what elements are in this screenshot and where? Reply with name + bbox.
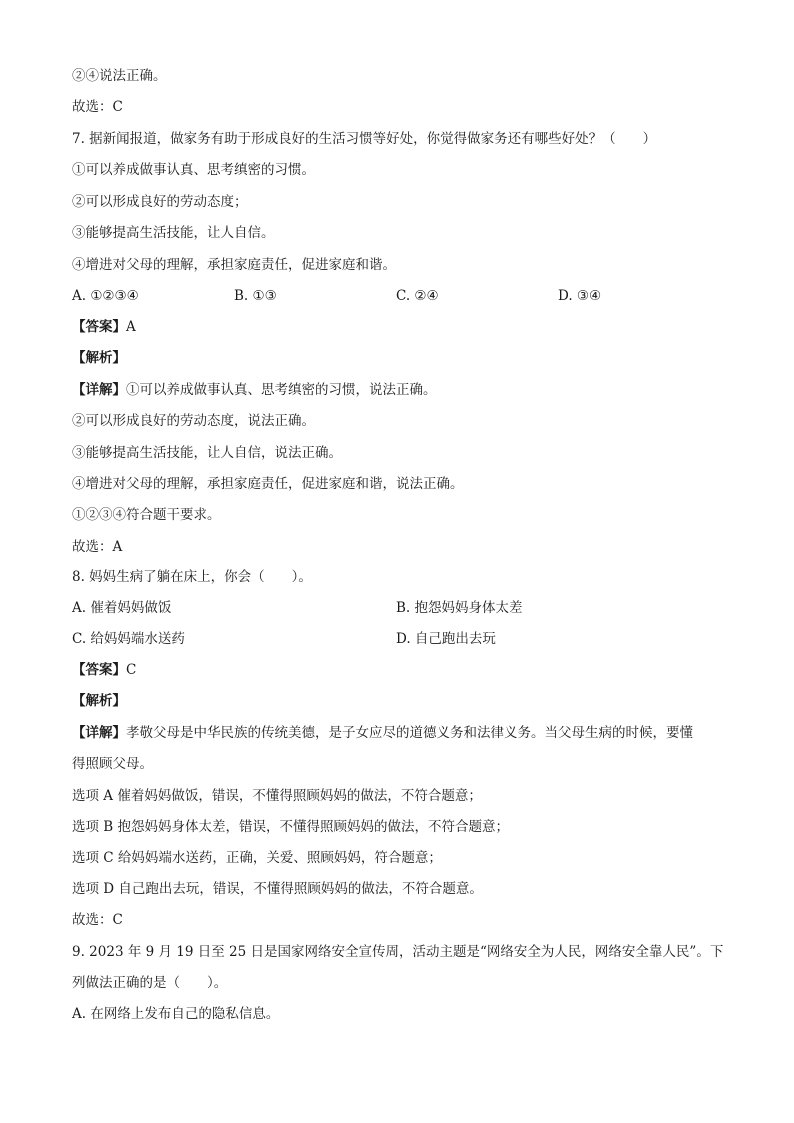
detail-tag: 【详解】 (72, 382, 126, 398)
option-note: 选项 A 催着妈妈做饭，错误，不懂得照顾妈妈的做法，不符合题意； (72, 788, 482, 804)
detail-text: ①可以养成做事认真、思考缜密的习惯，说法正确。 (126, 382, 437, 398)
detail-line: ④增进对父母的理解，承担家庭责任，促进家庭和谐，说法正确。 (72, 476, 464, 492)
detail-tag: 【详解】 (72, 725, 126, 741)
choice-line: 故选：C (72, 912, 123, 928)
detail-line (72, 723, 693, 743)
analysis-tag: 【解析】 (72, 693, 126, 709)
detail-line (72, 380, 437, 400)
answer-tag: 【答案】 (72, 319, 126, 335)
option-a: A. 催着妈妈做饭 (72, 600, 172, 616)
question-9-stem: 列做法正确的是（ ）。 (72, 975, 228, 991)
option-a: A. ①②③④ (72, 288, 139, 304)
answer-value: A (126, 319, 136, 335)
option-d: D. 自己跑出去玩 (396, 631, 496, 647)
option-note: 选项 B 抱怨妈妈身体太差，错误，不懂得照顾妈妈的做法，不符合题意； (72, 819, 510, 835)
text-line: 故选：C (72, 99, 123, 115)
option-b: B. ①③ (234, 288, 277, 304)
statement: ④增进对父母的理解，承担家庭责任，促进家庭和谐。 (72, 257, 396, 273)
option-d: D. ③④ (558, 288, 602, 304)
detail-line: 得照顾父母。 (72, 756, 153, 772)
statement: ②可以形成良好的劳动态度； (72, 194, 248, 210)
statement: ③能够提高生活技能，让人自信。 (72, 225, 275, 241)
analysis-tag: 【解析】 (72, 350, 126, 366)
question-8-stem: 8. 妈妈生病了躺在床上，你会（ ）。 (72, 569, 312, 585)
answer-line (72, 660, 136, 680)
detail-text: 孝敬父母是中华民族的传统美德，是子女应尽的道德义务和法律义务。当父母生病的时候，要懂 (126, 725, 693, 741)
option-note: 选项 C 给妈妈端水送药，正确，关爱、照顾妈妈，符合题意； (72, 850, 442, 866)
question-7-stem: 7. 据新闻报道，做家务有助于形成良好的生活习惯等好处，你觉得做家务还有哪些好处？（ ） (72, 131, 657, 147)
option-a: A. 在网络上发布自己的隐私信息。 (72, 1006, 280, 1022)
option-c: C. ②④ (396, 288, 439, 304)
answer-tag: 【答案】 (72, 662, 126, 678)
question-9-stem: 9. 2023 年 9 月 19 日至 25 日是国家网络安全宣传周，活动主题是“网络安全为人民，网络安全靠人民”。下 (72, 944, 724, 960)
detail-line: ①②③④符合题干要求。 (72, 507, 221, 523)
answer-value: C (126, 662, 137, 678)
answer-line (72, 317, 136, 337)
detail-line: ③能够提高生活技能，让人自信，说法正确。 (72, 445, 342, 461)
statement: ①可以养成做事认真、思考缜密的习惯。 (72, 162, 315, 178)
option-c: C. 给妈妈端水送药 (72, 631, 185, 647)
detail-line: ②可以形成良好的劳动态度，说法正确。 (72, 413, 315, 429)
choice-line: 故选：A (72, 539, 123, 555)
text-line: ②④说法正确。 (72, 68, 167, 84)
option-b: B. 抱怨妈妈身体太差 (396, 600, 523, 616)
option-note: 选项 D 自己跑出去玩，错误，不懂得照顾妈妈的做法，不符合题意。 (72, 881, 483, 897)
